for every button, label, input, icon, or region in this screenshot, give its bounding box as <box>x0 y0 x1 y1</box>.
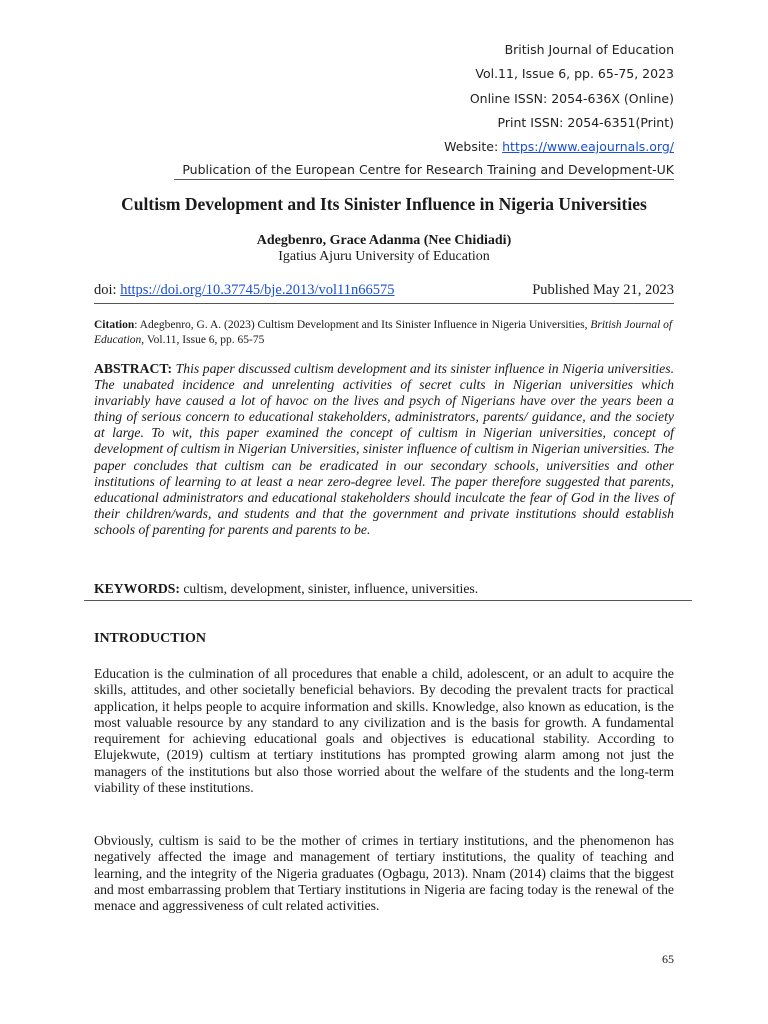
citation-label: Citation <box>94 319 135 331</box>
online-issn: Online ISSN: 2054-636X (Online) <box>469 91 674 106</box>
doi-link[interactable]: https://doi.org/10.37745/bje.2013/vol11n66575 <box>120 282 395 298</box>
citation <box>94 318 674 348</box>
paper-authors: Adegbenro, Grace Adanma (Nee Chidiadi) <box>256 233 512 248</box>
keywords-label: KEYWORDS: <box>94 581 180 596</box>
citation-tail: , Vol.11, Issue 6, pp. 65-75 <box>141 334 265 346</box>
website-link[interactable]: https://www.eajournals.org/ <box>502 139 674 154</box>
paper-affiliation: Igatius Ajuru University of Education <box>278 249 490 264</box>
doi-label: doi: <box>94 282 121 298</box>
doi-row <box>94 282 674 304</box>
citation-journal: British Journal of Education <box>94 319 673 346</box>
intro-paragraph-2: Obviously, cultism is said to be the mother of crimes in tertiary institutions, and the phenomenon has negatively affected the image and management of tertiary institutions, the quality of teaching and learning, and the integrity of the Nigeria graduates (Ogbagu, 2013). Nnam (2014) claims that the biggest and most embarrassing problem that Tertiary institutions in Nigeria are facing today is the renewal of the menace and aggressiveness of cult related activities. <box>94 833 674 914</box>
citation-text: : Adegbenro, G. A. (2023) Cultism Development and Its Sinister Influence in Nigeria Universities, <box>134 319 591 331</box>
website-line <box>444 139 674 154</box>
doi <box>94 282 394 299</box>
volume-info: Vol.11, Issue 6, pp. 65-75, 2023 <box>475 66 674 81</box>
abstract <box>94 361 674 538</box>
abstract-label: ABSTRACT: <box>94 361 173 376</box>
introduction-heading: INTRODUCTION <box>94 631 207 646</box>
journal-name: British Journal of Education <box>504 42 674 57</box>
website-label: Website: <box>444 139 503 154</box>
paper-title: Cultism Development and Its Sinister Influence in Nigeria Universities <box>121 194 647 214</box>
intro-paragraph-1: Education is the culmination of all procedures that enable a child, adolescent, or an adult to acquire the skills, attitudes, and other societally beneficial behaviors. By decoding the prevalent tracts for practical application, it helps people to acquire information and skills. Knowledge, also known as education, is the most valuable resource by any standard to any civilization and is the basis for growth. A fundamental requirement for achieving educational goals and objectives is educational stability. According to Elujekwute, (2019) cultism at tertiary institutions has prompted growing alarm among not just the managers of the institutions but also those worried about the welfare of the students and the long-term viability of these institutions. <box>94 666 674 796</box>
published-date: Published May 21, 2023 <box>532 282 674 298</box>
publisher-line: Publication of the European Centre for Research Training and Development-UK <box>174 162 674 180</box>
print-issn: Print ISSN: 2054-6351(Print) <box>497 115 674 130</box>
abstract-text: This paper discussed cultism development and its sinister influence in Nigeria universities. The unabated incidence and unrelenting activities of secret cults in Nigerian universities which invariably have caused a lot of havoc on the lives and psych of Nigerians have over the years been a thing of serious concern to educational stakeholders, administrators, parents/ guidance, and the society at large. To wit, this paper examined the concept of cultism in Nigerian universities, concept of development of cultism in Nigerian Universities, sinister influence of cultism in Nigerian universities. The paper concludes that cultism can be eradicated in our secondary schools, universities and other institutions of learning to at least a near zero-degree level. The paper therefore suggested that parents, educational administrators and educational stakeholders should inculcate the fear of God in the lives of their children/wards, and students and that the government and private institutions should establish schools of parenting for parents and parents to be. <box>94 361 675 537</box>
page-number: 65 <box>662 952 674 966</box>
keywords-text: cultism, development, sinister, influence, universities. <box>179 581 479 596</box>
keywords <box>84 581 692 601</box>
